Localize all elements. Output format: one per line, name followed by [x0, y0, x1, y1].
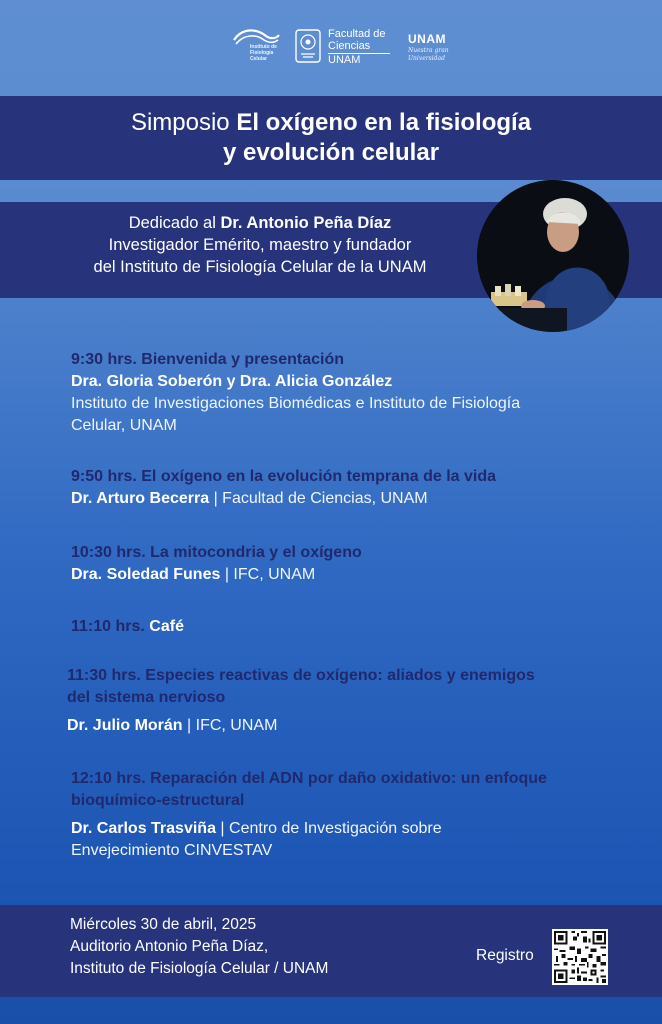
- program-item-speakers: Dra. Soledad Funes: [71, 566, 221, 583]
- program-item-time-title: 9:30 hrs. Bienvenida y presentación: [71, 351, 344, 368]
- program-item-speakers: Dr. Carlos Trasviña: [71, 820, 216, 837]
- registro-label: Registro: [476, 947, 534, 964]
- program-item-title: Café: [149, 618, 184, 635]
- program-item-3: [71, 542, 631, 586]
- unam-logo: [408, 32, 468, 72]
- title-line-2: y evolución celular: [222, 139, 440, 166]
- program-item-affiliation: Instituto de Investigaciones Biomédicas e Instituto de Fisiología Celular, UNAM: [71, 395, 521, 434]
- program-item-speakers: Dra. Gloria Soberón y Dra. Alicia González: [71, 373, 393, 390]
- program-item-2: [71, 466, 631, 510]
- event-institute: Instituto de Fisiología Celular / UNAM: [70, 960, 329, 977]
- program-item-time-title: 11:30 hrs. Especies reactivas de oxígeno: aliados y enemigos del sistema nervioso: [67, 667, 535, 706]
- logos-row: [0, 26, 662, 72]
- program-item-4: [71, 616, 631, 638]
- qr-code-graphic: [552, 929, 608, 985]
- dedication-line-1: [40, 212, 480, 234]
- qr-code-icon[interactable]: [552, 929, 608, 985]
- ifc-logo-line2: Fisiología: [250, 50, 274, 56]
- program-item-5: [67, 665, 547, 737]
- fc-logo-line1: Facultad de: [328, 28, 386, 40]
- title-line-1: [0, 108, 662, 138]
- program-item-speakers: Dr. Julio Morán: [67, 717, 183, 734]
- title-lead: Simposio: [130, 109, 230, 136]
- fc-logo-line2: Ciencias: [328, 40, 371, 52]
- faculty-seal-icon: [294, 28, 322, 64]
- ifc-logo-line3: Celular: [250, 56, 267, 62]
- program-item-1: [71, 349, 631, 437]
- page-title: [0, 108, 662, 168]
- program-item-speakers: Dr. Arturo Becerra: [71, 490, 210, 507]
- ifc-logo-text: [250, 44, 277, 62]
- unam-tagline-1: Nuestra gran: [408, 47, 449, 54]
- dedication-name: Dr. Antonio Peña Díaz: [220, 214, 392, 232]
- ifc-wave-icon: [232, 26, 280, 46]
- program-item-affiliation: | Facultad de Ciencias, UNAM: [213, 490, 428, 507]
- dedication: [40, 212, 480, 278]
- dedication-prefix: Dedicado al: [128, 214, 216, 232]
- program-item-time-title: 10:30 hrs. La mitocondria y el oxígeno: [71, 544, 362, 561]
- unam-tagline-2: Universidad: [408, 55, 445, 62]
- program-item-6: [71, 768, 551, 862]
- honoree-photo-illustration: [477, 180, 629, 332]
- program-item-affiliation: | IFC, UNAM: [224, 566, 316, 583]
- ifc-logo: [232, 26, 284, 72]
- honoree-photo: [477, 180, 629, 332]
- program-item-affiliation: | IFC, UNAM: [187, 717, 278, 734]
- event-venue: Auditorio Antonio Peña Díaz,: [70, 938, 269, 955]
- fc-logo-text: [328, 28, 385, 52]
- dedication-line-2: Investigador Emérito, maestro y fundador: [108, 236, 412, 254]
- event-info: [70, 914, 328, 980]
- program-item-time-title: 9:50 hrs. El oxígeno en la evolución temprana de la vida: [71, 468, 497, 485]
- title-emphasis: El oxígeno en la fisiología: [236, 109, 532, 136]
- unam-wordmark: UNAM: [408, 32, 446, 46]
- dedication-line-3: del Instituto de Fisiología Celular de la UNAM: [93, 258, 427, 276]
- ifc-logo-line1: Instituto de: [250, 44, 277, 50]
- program-item-time: 11:10 hrs.: [71, 618, 145, 635]
- program-item-time-title: 12:10 hrs. Reparación del ADN por daño oxidativo: un enfoque bioquímico-estructural: [71, 770, 547, 809]
- fc-logo: [294, 28, 398, 68]
- event-date: Miércoles 30 de abril, 2025: [70, 916, 257, 933]
- program-item-affiliation: | Centro de Investigación sobre Envejecimiento CINVESTAV: [71, 820, 442, 859]
- fc-logo-line3: UNAM: [328, 54, 361, 66]
